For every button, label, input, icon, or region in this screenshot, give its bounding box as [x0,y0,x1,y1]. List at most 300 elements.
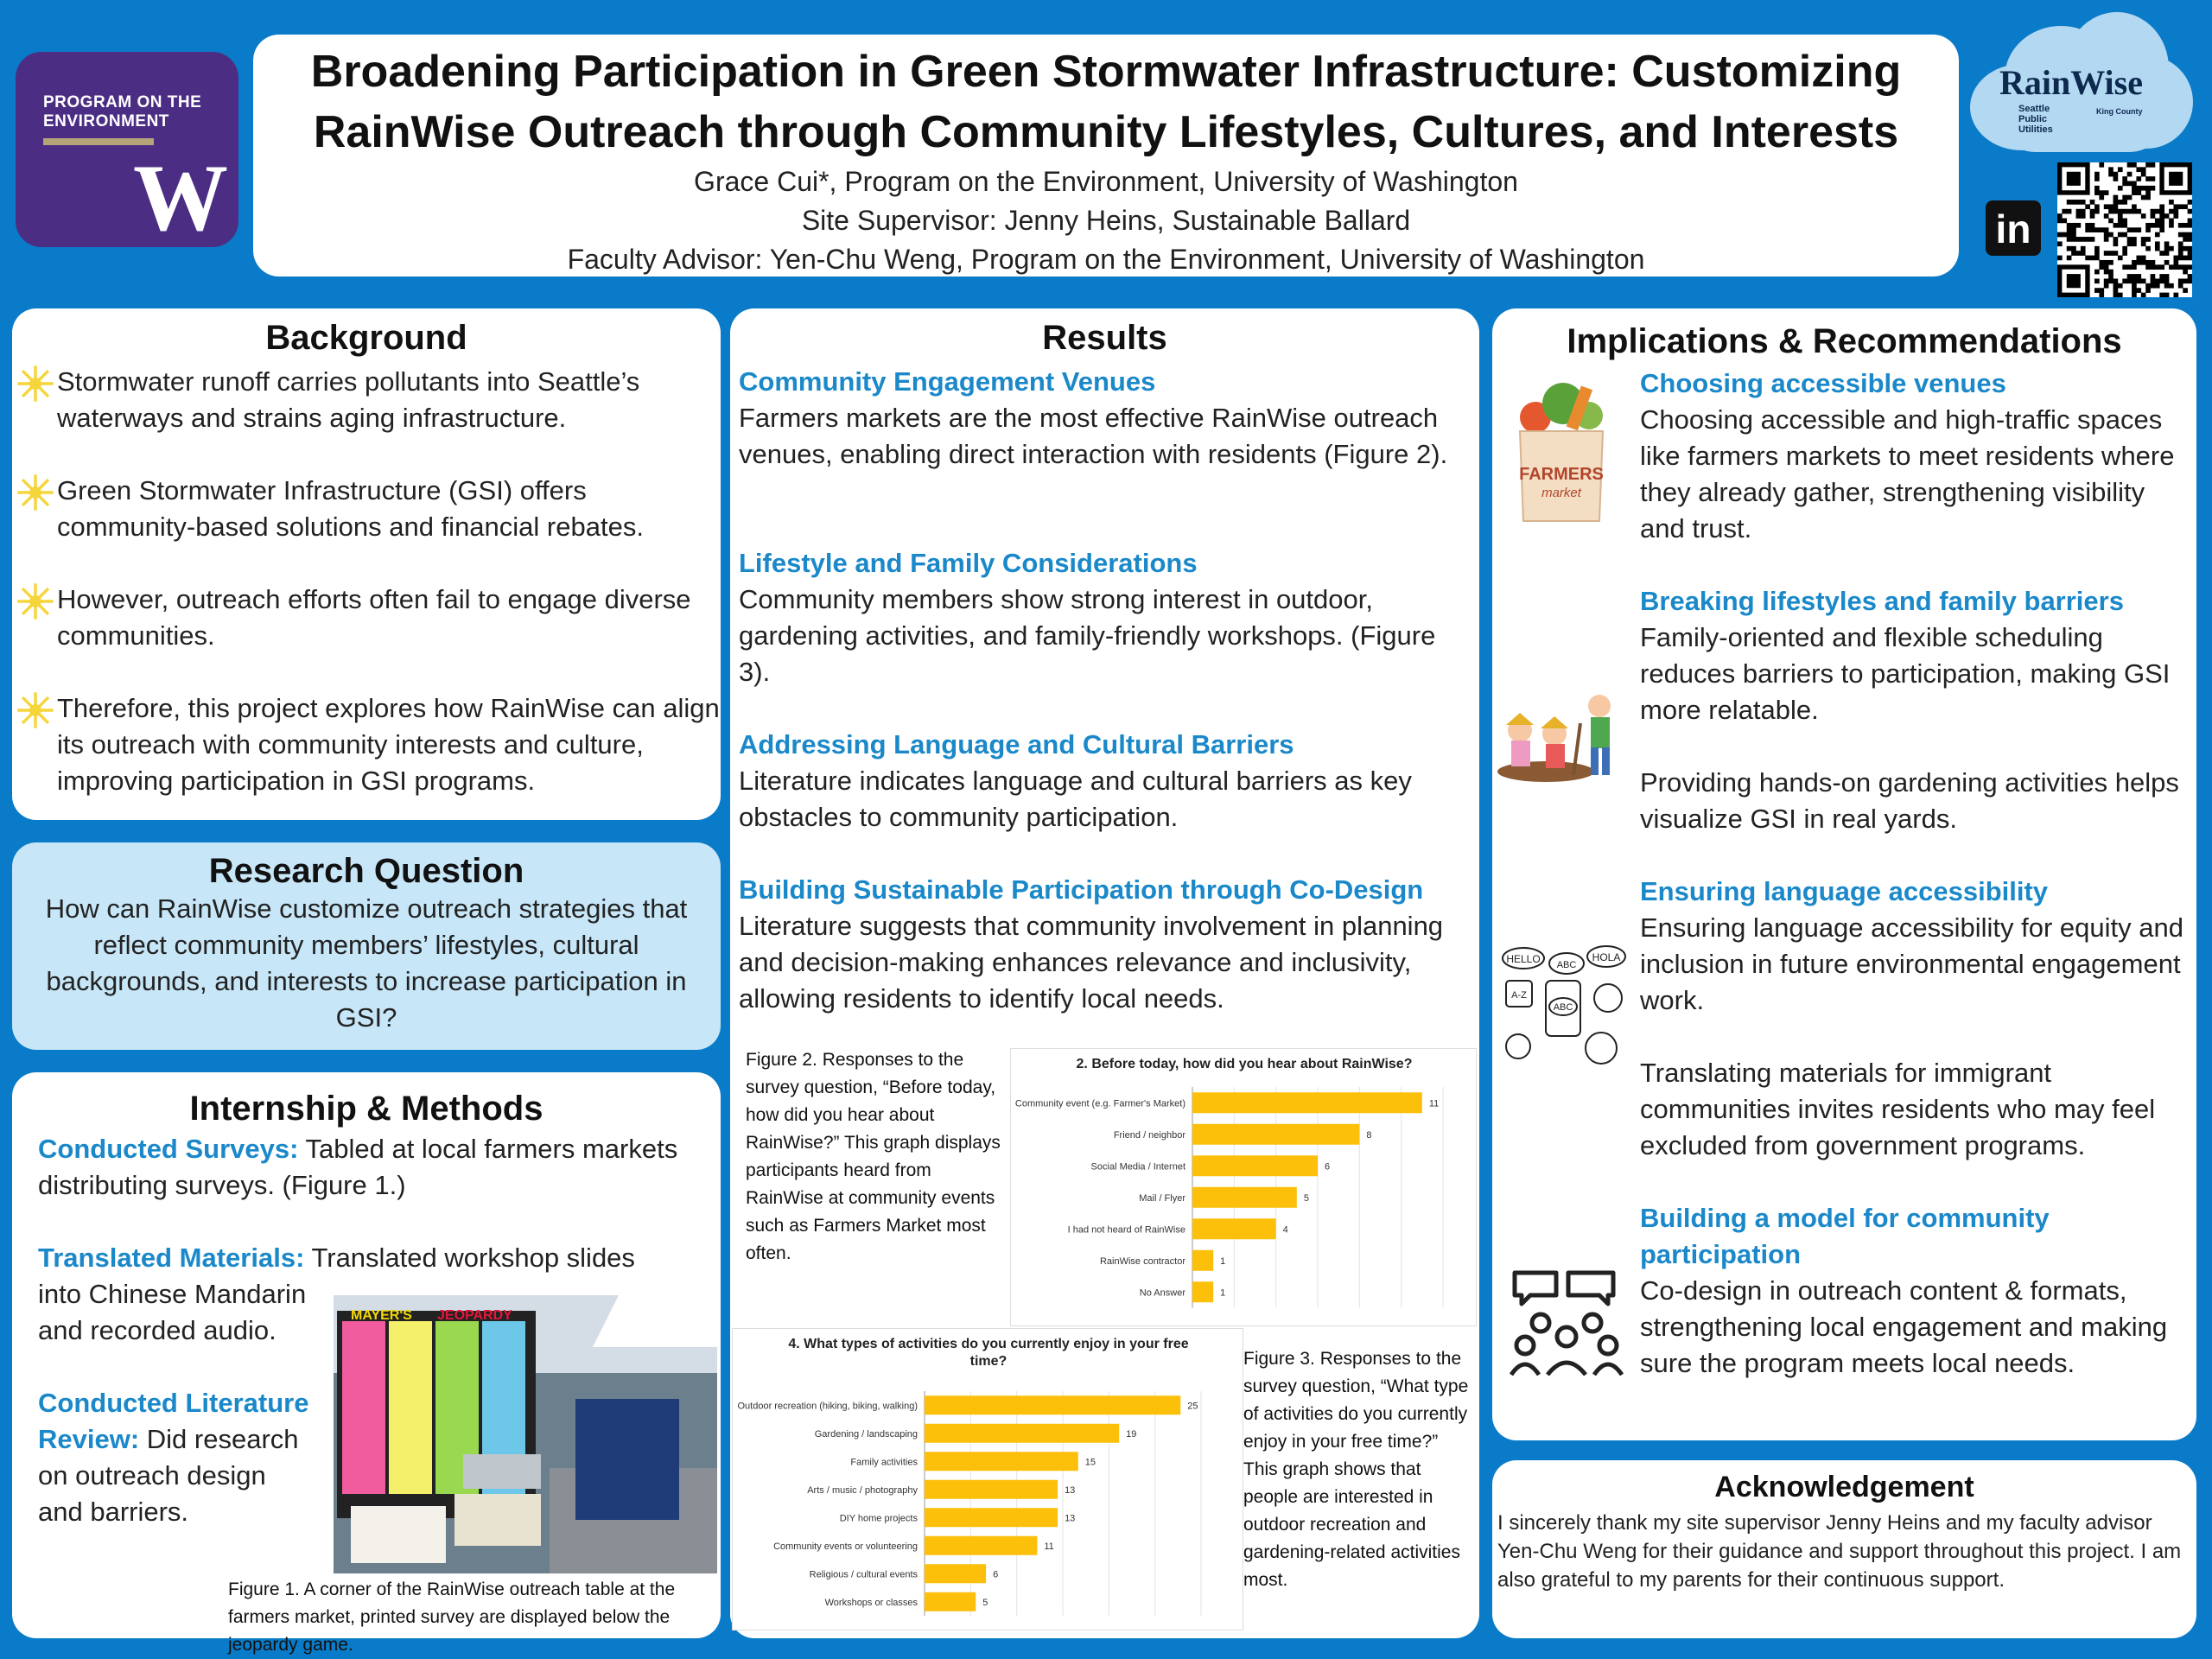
qr-module [2104,204,2109,209]
qr-module [2127,278,2133,283]
implication-text: Translating materials for immigrant communities invites residents who may feel excluded from government programs. [1640,1058,2156,1160]
qr-module [2173,213,2178,219]
qr-module [2118,167,2123,172]
qr-module [2057,232,2063,238]
qr-module [2104,237,2109,242]
qr-module [2132,241,2137,246]
qr-module [2173,209,2178,214]
chart-data-label: 25 [1187,1401,1198,1412]
qr-module [2141,237,2146,242]
methods-panel [12,1072,721,1655]
qr-module [2169,246,2174,251]
qr-module [2188,251,2192,256]
qr-module [2173,293,2178,297]
qr-module [2099,264,2104,270]
qr-module [2094,227,2100,232]
qr-module [2159,278,2164,283]
qr-module [2113,241,2119,246]
implication-title: Choosing accessible venues [1640,368,2006,398]
qr-module [2141,256,2146,261]
bubble-text: A-Z [1511,990,1527,1001]
qr-module [2132,181,2137,187]
chart-category-label: Arts / music / photography [807,1484,918,1496]
figure-1-photo [334,1295,717,1573]
chart-data-label: 5 [982,1597,988,1608]
qr-finder [2169,172,2183,186]
qr-module [2104,278,2109,283]
chart-category-label: Workshops or classes [824,1597,918,1608]
qr-module [2183,256,2188,261]
qr-module [2159,274,2164,279]
qr-module [2132,237,2137,242]
qr-module [2159,209,2164,214]
qr-module [2136,288,2141,293]
chart-data-label: 13 [1065,1513,1076,1524]
chart-data-label: 8 [1366,1129,1372,1141]
qr-module [2127,172,2133,177]
chart-bar [925,1536,1037,1555]
bubble-text: ABC [1553,1002,1573,1013]
qr-module [2183,237,2188,242]
qr-module [2113,251,2119,256]
implication-text: Co-design in outreach content & formats, strengthening local engagement and making sure the program meets local needs. [1640,1275,2168,1378]
implication-title: Building a model for community participation [1640,1203,2050,1269]
qr-module [2132,260,2137,265]
chart-bar [925,1424,1119,1443]
qr-module [2151,176,2156,181]
qr-module [2122,176,2127,181]
research-question-heading: Research Question [208,852,524,890]
result-section [739,872,1473,1017]
qr-module [2099,288,2104,293]
qr-module [2067,209,2072,214]
qr-module [2151,162,2156,168]
implication-family [1640,583,2193,837]
method-translated-label: Translated Materials: [38,1243,305,1273]
qr-module [2104,283,2109,289]
qr-module [2076,200,2082,205]
king-county-label: King County [2096,107,2143,116]
qr-module [2136,278,2141,283]
implication-text: Ensuring language accessibility for equity and inclusion in future environmental engagement work. [1640,912,2183,1015]
qr-module [2155,283,2160,289]
chart-data-label: 19 [1126,1428,1137,1440]
qr-module [2151,264,2156,270]
chart-category-label: I had not heard of RainWise [1067,1224,1185,1236]
qr-module [2081,209,2086,214]
qr-module [2164,274,2170,279]
qr-module [2183,278,2188,283]
qr-module [2108,209,2113,214]
qr-module [2188,237,2192,242]
qr-module [2173,264,2178,270]
chart-bar [925,1592,976,1611]
chart-category-label: DIY home projects [839,1513,918,1524]
qr-module [2076,213,2082,219]
bubble-text: HOLA [1592,951,1621,963]
qr-module [2183,232,2188,238]
qr-module [2136,186,2141,191]
qr-module [2108,204,2113,209]
qr-module [2178,251,2183,256]
qr-module [2145,162,2151,168]
qr-module [2081,246,2086,251]
method-translated-text: Translated workshop slides [304,1243,635,1273]
qr-module [2164,283,2170,289]
chart-bar [925,1395,1180,1414]
qr-module [2071,246,2076,251]
sun-bullet-icon [16,582,55,621]
qr-module [2169,219,2174,224]
result-section-title: Addressing Language and Cultural Barriers [739,729,1294,760]
background-bullet: Green Stormwater Infrastructure (GSI) offers community-based solutions and financial rebates. [57,475,644,542]
poster-title [253,41,1959,162]
qr-module [2188,232,2192,238]
qr-module [2145,223,2151,228]
chart-data-label: 5 [1303,1192,1309,1204]
qr-module [2122,223,2127,228]
qr-module [2094,209,2100,214]
advisor-line: Faculty Advisor: Yen-Chu Weng, Program on the Environment, University of Washington [567,244,1645,275]
qr-code[interactable] [2057,162,2192,297]
qr-module [2155,241,2160,246]
qr-module [2188,256,2192,261]
chart-category-label: Gardening / landscaping [814,1428,918,1440]
qr-module [2132,162,2137,168]
chart-category-label: No Answer [1139,1287,1185,1299]
qr-module [2127,264,2133,270]
qr-module [2178,264,2183,270]
qr-module [2057,256,2063,261]
chart-bar [925,1480,1058,1499]
qr-module [2132,227,2137,232]
qr-module [2076,237,2082,242]
chart-data-label: 11 [1044,1541,1054,1552]
qr-module [2141,241,2146,246]
spu-public: Public [2018,114,2048,124]
qr-module [2169,209,2174,214]
qr-module [2151,186,2156,191]
qr-module [2188,219,2192,224]
qr-module [2094,190,2100,195]
qr-module [2067,227,2072,232]
qr-module [2145,288,2151,293]
gardening-kids-icon [1494,689,1632,784]
qr-module [2099,293,2104,297]
title-line-2: RainWise Outreach through Community Lifestyles, Cultures, and Interests [313,107,1899,157]
qr-module [2132,209,2137,214]
acknowledgement-text: I sincerely thank my site supervisor Jenny Heins and my faculty advisor Yen-Chu Weng for their guidance and support throughout this project. I am also grateful to my parents for their continuous support. [1497,1511,2182,1592]
qr-module [2104,227,2109,232]
rainwise-logo [1970,12,2193,152]
qr-module [2094,176,2100,181]
qr-module [2159,204,2164,209]
qr-module [2104,213,2109,219]
qr-module [2127,181,2133,187]
qr-code-graphic [2057,162,2192,297]
method-literature [38,1385,349,1530]
linkedin-icon[interactable]: in [1986,200,2041,256]
logo-gold-bar [43,138,154,145]
qr-module [2108,251,2113,256]
chart-category-label: Community event (e.g. Farmer's Market) [1014,1098,1185,1109]
result-section-text: Farmers markets are the most effective RainWise outreach venues, enabling direct interaction with residents (Figure 2). [739,403,1448,469]
implication-model [1640,1200,2193,1382]
qr-module [2108,274,2113,279]
method-literature-label: Conducted Literature [38,1388,309,1418]
qr-module [2151,274,2156,279]
supervisor-line: Site Supervisor: Jenny Heins, Sustainable Ballard [801,205,1411,236]
results-panel [730,308,1479,1638]
chart-bar [1192,1155,1318,1176]
qr-module [2067,256,2072,261]
chart-bar [1192,1281,1213,1302]
qr-module [2113,278,2119,283]
implication-text: Choosing accessible and high-traffic spaces like farmers markets to meet residents where they already gather, strengthening visibility and trust. [1640,404,2175,543]
qr-module [2151,213,2156,219]
qr-module [2094,270,2100,275]
qr-module [2118,283,2123,289]
qr-module [2136,256,2141,261]
qr-module [2122,251,2127,256]
result-section-text: Literature suggests that community involvement in planning and decision-making enhances relevance and inclusivity, allowing residents to identify local needs. [739,911,1444,1014]
figure-2-caption: Figure 2. Responses to the survey question, “Before today, how did you hear about RainWise?” This graph displays participants heard from RainWise at community events such as Farmers Market most often. [746,1050,1001,1263]
qr-module [2113,204,2119,209]
chart-title: 2. Before today, how did you hear about RainWise? [1076,1057,1413,1071]
chart-bar [925,1564,986,1583]
qr-module [2090,227,2095,232]
qr-module [2151,283,2156,289]
qr-module [2071,232,2076,238]
method-translated-text: and recorded audio. [38,1315,276,1345]
qr-module [2136,209,2141,214]
implication-title: Breaking lifestyles and family barriers [1640,586,2124,616]
qr-module [2122,278,2127,283]
qr-module [2122,200,2127,205]
qr-module [2076,251,2082,256]
sun-bullet-icon [16,473,55,512]
qr-module [2188,209,2192,214]
qr-module [2159,251,2164,256]
qr-module [2071,200,2076,205]
uw-w-logo: W [133,145,228,251]
qr-module [2094,278,2100,283]
figure-1-caption: Figure 1. A corner of the RainWise outreach table at the farmers market, printed survey are displayed below the jeopardy game. [228,1580,676,1655]
method-literature-text: and barriers. [38,1497,189,1527]
qr-module [2145,227,2151,232]
qr-module [2076,223,2082,228]
qr-module [2141,278,2146,283]
spu-utilities: Utilities [2018,124,2053,135]
qr-module [2104,264,2109,270]
qr-module [2113,288,2119,293]
qr-module [2118,186,2123,191]
qr-module [2081,237,2086,242]
qr-module [2183,264,2188,270]
qr-module [2108,167,2113,172]
qr-module [2118,213,2123,219]
qr-finder [2067,172,2081,186]
qr-module [2057,241,2063,246]
qr-module [2085,237,2090,242]
qr-module [2151,223,2156,228]
qr-module [2094,256,2100,261]
qr-module [2155,232,2160,238]
qr-module [2057,213,2063,219]
qr-module [2108,232,2113,238]
chart-category-label: Community events or volunteering [773,1541,918,1552]
chart-data-label: 15 [1084,1457,1096,1468]
qr-module [2178,256,2183,261]
qr-module [2118,293,2123,297]
qr-module [2122,209,2127,214]
qr-module [2062,232,2067,238]
qr-module [2094,186,2100,191]
implications-heading: Implications & Recommendations [1567,322,2122,360]
method-surveys-label: Conducted Surveys: [38,1134,299,1164]
qr-module [2085,256,2090,261]
qr-module [2085,204,2090,209]
qr-module [2108,172,2113,177]
qr-module [2067,232,2072,238]
implication-text: Providing hands-on gardening activities helps visualize GSI in real yards. [1640,767,2179,834]
result-section-title: Building Sustainable Participation through Co-Design [739,874,1424,905]
qr-module [2085,227,2090,232]
qr-module [2104,190,2109,195]
result-section [739,364,1473,473]
qr-module [2127,195,2133,200]
qr-module [2118,200,2123,205]
qr-module [2164,241,2170,246]
bubble-text: HELLO [1506,953,1541,965]
implications-panel [1492,308,2196,1440]
qr-module [2132,274,2137,279]
qr-module [2099,162,2104,168]
qr-module [2099,227,2104,232]
qr-module [2085,223,2090,228]
qr-module [2113,195,2119,200]
qr-module [2145,246,2151,251]
qr-module [2169,200,2174,205]
qr-module [2113,176,2119,181]
spu-label [2018,104,2053,135]
qr-module [2057,219,2063,224]
result-section-title: Lifestyle and Family Considerations [739,548,1198,578]
qr-module [2155,278,2160,283]
farmers-market-bag-icon [1510,378,1613,524]
chart-bar [1192,1250,1213,1271]
qr-module [2094,246,2100,251]
qr-module [2159,227,2164,232]
qr-module [2178,278,2183,283]
qr-module [2122,246,2127,251]
qr-module [2183,204,2188,209]
qr-module [2145,260,2151,265]
chart-bar [925,1452,1078,1471]
chart-data-label: 1 [1220,1255,1226,1267]
qr-module [2113,237,2119,242]
qr-module [2067,223,2072,228]
qr-finder [2067,274,2081,288]
chart-category-label: Outdoor recreation (hiking, biking, walking) [737,1401,918,1412]
chart-bar [1192,1092,1422,1113]
qr-module [2132,288,2137,293]
qr-module [2183,288,2188,293]
implication-text: Family-oriented and flexible scheduling reduces barriers to participation, making GSI more relatable. [1640,622,2171,725]
qr-module [2155,219,2160,224]
bubble-text: ABC [1556,960,1577,970]
qr-module [2132,190,2137,195]
sun-bullet-icon [16,690,55,730]
qr-module [2118,219,2123,224]
qr-module [2132,278,2137,283]
qr-module [2094,251,2100,256]
author-line: Grace Cui*, Program on the Environment, University of Washington [694,166,1518,197]
background-heading: Background [265,319,467,357]
qr-module [2183,246,2188,251]
qr-module [2155,246,2160,251]
qr-module [2118,256,2123,261]
qr-module [2071,223,2076,228]
qr-module [2104,260,2109,265]
chart-bar [925,1508,1058,1527]
figure-3-caption: Figure 3. Responses to the survey question, “What type of activities do you currently enjoy in your free time?” This graph shows that people are interested in outdoor recreation and gardening-related activities most. [1243,1349,1469,1590]
qr-module [2132,283,2137,289]
qr-module [2076,209,2082,214]
qr-module [2132,204,2137,209]
qr-module [2141,195,2146,200]
chart-category-label: RainWise contractor [1099,1255,1185,1267]
qr-module [2062,209,2067,214]
qr-module [2136,274,2141,279]
qr-module [2081,200,2086,205]
qr-module [2094,172,2100,177]
qr-module [2127,241,2133,246]
qr-module [2132,293,2137,297]
qr-module [2145,190,2151,195]
qr-module [2145,264,2151,270]
qr-module [2067,246,2072,251]
qr-module [2108,260,2113,265]
qr-module [2108,219,2113,224]
qr-module [2188,278,2192,283]
method-translated-text: into Chinese Mandarin [38,1279,307,1309]
qr-module [2183,223,2188,228]
qr-module [2145,195,2151,200]
implication-venues [1640,365,2193,547]
chart-data-label: 4 [1282,1224,1288,1236]
qr-module [2188,223,2192,228]
qr-module [2090,209,2095,214]
qr-module [2151,209,2156,214]
qr-module [2141,213,2146,219]
qr-module [2136,167,2141,172]
qr-module [2067,237,2072,242]
qr-module [2118,223,2123,228]
methods-heading: Internship & Methods [189,1090,543,1128]
language-bubbles-icon [1499,944,1629,1074]
bag-label: FARMERS [1519,465,1604,484]
qr-module [2067,200,2072,205]
qr-module [2113,172,2119,177]
qr-module [2099,190,2104,195]
qr-module [2151,278,2156,283]
qr-module [2164,260,2170,265]
qr-module [2104,251,2109,256]
qr-module [2122,264,2127,270]
qr-module [2118,232,2123,238]
acknowledgement-heading: Acknowledgement [1714,1471,1974,1503]
